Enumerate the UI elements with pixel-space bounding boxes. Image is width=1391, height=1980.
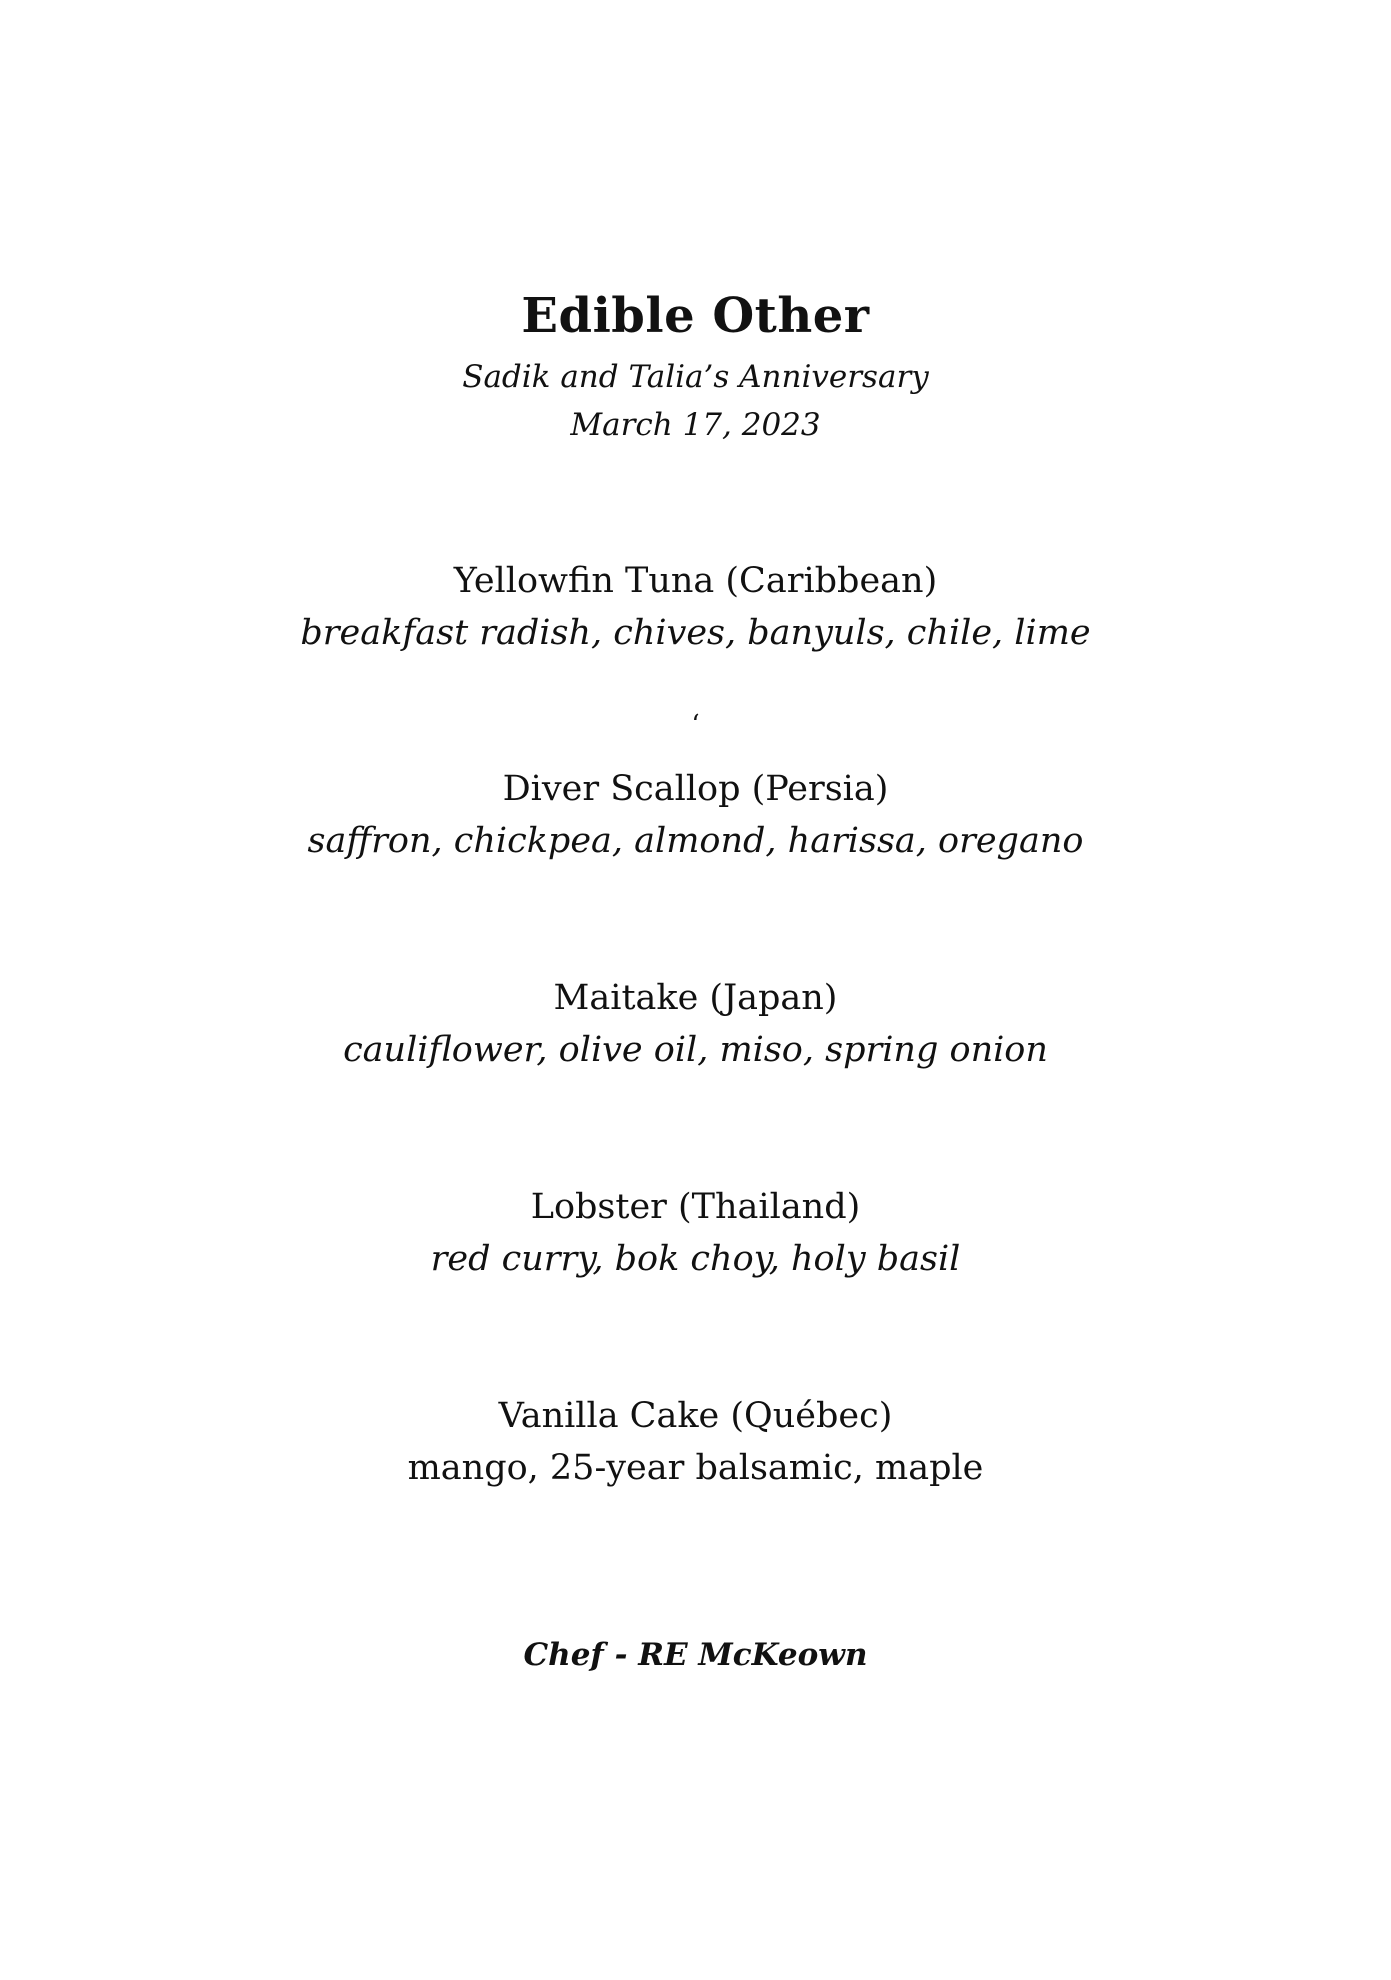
course-separator: ‘ bbox=[691, 710, 700, 740]
occasion-subtitle: Sadik and Talia’s Anniversary bbox=[462, 359, 929, 395]
event-date: March 17, 2023 bbox=[570, 407, 821, 443]
course-2-description: saffron, chickpea, almond, harissa, oregano bbox=[307, 821, 1084, 861]
course-2-name: Diver Scallop (Persia) bbox=[502, 769, 889, 809]
course-3-description: cauliflower, olive oil, miso, spring onion bbox=[343, 1030, 1048, 1070]
course-5-name: Vanilla Cake (Québec) bbox=[498, 1396, 893, 1436]
course-3-name: Maitake (Japan) bbox=[553, 978, 838, 1018]
course-4-description: red curry, bok choy, holy basil bbox=[430, 1239, 961, 1279]
course-1-name: Yellowfin Tuna (Caribbean) bbox=[453, 561, 938, 601]
chef-credit: Chef - RE McKeown bbox=[523, 1637, 868, 1673]
course-5-description: mango, 25-year balsamic, maple bbox=[407, 1448, 984, 1488]
menu-title: Edible Other bbox=[521, 288, 870, 344]
course-4-name: Lobster (Thailand) bbox=[530, 1187, 861, 1227]
course-1-description: breakfast radish, chives, banyuls, chile, lime bbox=[300, 613, 1091, 653]
